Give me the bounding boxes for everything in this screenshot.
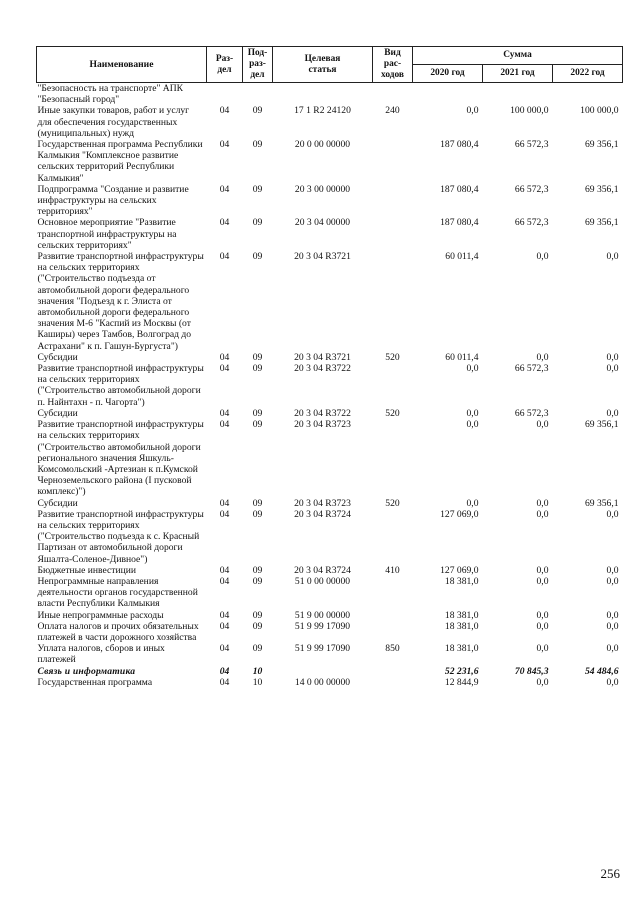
cell-name: Развитие транспортной инфраструктуры на сельских территориях ("Строительство автомобильной дороги п. Найнтахн - п. Чагорта") <box>37 363 204 408</box>
cell-name: Подпрограмма "Создание и развитие инфраструктуры на сельских территориях" <box>37 183 189 218</box>
cell-article: 51 9 99 17090 <box>294 643 351 655</box>
cell-2021: 66 572,3 <box>514 183 549 195</box>
cell-2020: 127 069,0 <box>440 564 479 576</box>
cell-section: 04 <box>219 575 230 587</box>
table-row <box>37 352 623 363</box>
cell-expense-type: 520 <box>385 351 400 363</box>
cell-subsection: 09 <box>252 620 263 632</box>
cell-2021: 66 572,3 <box>514 139 549 151</box>
cell-subsection: 09 <box>252 363 263 375</box>
cell-2020: 0,0 <box>466 497 479 509</box>
cell-subsection: 09 <box>252 183 263 195</box>
cell-2022: 0,0 <box>606 564 619 576</box>
cell-2020: 0,0 <box>466 105 479 117</box>
cell-section: 04 <box>219 105 230 117</box>
cell-2021: 66 572,3 <box>514 217 549 229</box>
cell-subsection: 09 <box>252 217 263 229</box>
cell-2022: 69 356,1 <box>584 497 619 509</box>
cell-2020: 60 011,4 <box>445 251 479 263</box>
cell-2022 <box>553 83 623 106</box>
cell-name: Субсидии <box>37 407 78 419</box>
cell-2020: 60 011,4 <box>445 351 479 363</box>
cell-article: 51 0 00 00000 <box>294 575 351 587</box>
table-row <box>37 621 623 643</box>
table-row <box>37 565 623 576</box>
cell-expense-type <box>373 419 413 497</box>
cell-expense-type <box>373 509 413 565</box>
cell-article: 51 9 00 00000 <box>294 609 351 621</box>
cell-subsection: 09 <box>252 609 263 621</box>
cell-section: 04 <box>219 564 230 576</box>
cell-name: Оплата налогов и прочих обязательных платежей в части дорожного хозяйства <box>37 620 199 643</box>
cell-2021: 0,0 <box>536 643 549 655</box>
cell-2020: 0,0 <box>466 407 479 419</box>
cell-2022: 0,0 <box>606 676 619 688</box>
cell-expense-type <box>373 217 413 251</box>
cell-article: 20 3 04 R3722 <box>294 407 351 419</box>
cell-expense-type <box>373 666 413 677</box>
cell-subsection: 10 <box>252 676 263 688</box>
header-subsection: Под- раз- дел <box>243 47 273 83</box>
cell-2021: 0,0 <box>536 497 549 509</box>
page-number: 256 <box>600 866 620 881</box>
cell-section <box>207 83 243 106</box>
table-row <box>37 217 623 251</box>
cell-name: Связь и информатика <box>37 665 136 677</box>
header-expense-type: Вид рас- ходов <box>373 47 413 83</box>
cell-section: 04 <box>219 139 230 151</box>
cell-expense-type <box>373 610 413 621</box>
cell-2021: 100 000,0 <box>510 105 549 117</box>
header-year-2021: 2021 год <box>483 65 553 83</box>
cell-expense-type: 850 <box>385 643 400 655</box>
cell-2022: 0,0 <box>606 363 619 375</box>
cell-2022: 54 484,6 <box>584 665 619 677</box>
cell-section: 04 <box>219 676 230 688</box>
cell-article: 20 3 04 R3723 <box>294 419 351 431</box>
table-row <box>37 576 623 610</box>
cell-section: 04 <box>219 643 230 655</box>
table-row <box>37 643 623 665</box>
cell-2022: 0,0 <box>606 351 619 363</box>
cell-subsection: 09 <box>252 497 263 509</box>
cell-expense-type <box>373 139 413 184</box>
cell-name: Развитие транспортной инфраструктуры на сельских территориях ("Строительство автомобильной дороги регионального значения Яшкуль-Комсомольский -Артезиан к п.Кумской Черноземельского района (I пусковой комплекс)") <box>37 419 204 498</box>
cell-2021: 66 572,3 <box>514 363 549 375</box>
cell-name: Непрограммные направления деятельности органов государственной власти Республики Калмыкия <box>37 575 198 610</box>
cell-2022: 69 356,1 <box>584 419 619 431</box>
cell-2021: 0,0 <box>536 564 549 576</box>
cell-subsection: 09 <box>252 508 263 520</box>
cell-article: 20 3 04 R3724 <box>294 508 351 520</box>
table-row <box>37 498 623 509</box>
cell-2022: 0,0 <box>606 407 619 419</box>
cell-section: 04 <box>219 351 230 363</box>
cell-expense-type: 520 <box>385 497 400 509</box>
cell-2021: 0,0 <box>536 508 549 520</box>
cell-name: Иные закупки товаров, работ и услуг для обеспечения государственных (муниципальных) нужд <box>37 105 190 139</box>
cell-expense-type <box>373 83 413 106</box>
table-row <box>37 610 623 621</box>
cell-2022: 0,0 <box>606 609 619 621</box>
cell-expense-type <box>373 184 413 218</box>
cell-2022: 100 000,0 <box>580 105 619 117</box>
cell-2020: 187 080,4 <box>440 217 479 229</box>
cell-name: Субсидии <box>37 497 78 509</box>
cell-expense-type <box>373 677 413 688</box>
cell-2022: 0,0 <box>606 575 619 587</box>
cell-subsection: 09 <box>252 643 263 655</box>
cell-2020: 12 844,9 <box>444 676 479 688</box>
table-header <box>37 47 623 83</box>
cell-2020 <box>413 83 483 106</box>
cell-section: 04 <box>219 407 230 419</box>
cell-2022: 69 356,1 <box>584 183 619 195</box>
cell-name: Государственная программа <box>37 676 153 688</box>
header-year-2022: 2022 год <box>553 65 623 83</box>
cell-subsection: 09 <box>252 407 263 419</box>
cell-subsection: 10 <box>252 665 263 677</box>
cell-name: Государственная программа Республики Калмыкия "Комплексное развитие сельских территорий Республики Калмыкия" <box>37 139 203 184</box>
cell-article: 20 3 04 R3721 <box>294 251 351 263</box>
cell-article: 20 3 04 R3721 <box>294 351 351 363</box>
cell-article: 20 3 00 00000 <box>294 183 351 195</box>
cell-expense-type <box>373 251 413 352</box>
cell-subsection: 09 <box>252 564 263 576</box>
cell-expense-type <box>373 363 413 408</box>
header-section: Раз- дел <box>207 47 243 83</box>
cell-name: Развитие транспортной инфраструктуры на сельских территориях ("Строительство подъезда от автомобильной дороги федерального значения "Подъезд к г. Элиста от автомобильной дороги федерального значения М-6 "Каспий из Москвы (от Каширы) через Тамбов, Волгоград до Астрахани" к п. Гашун-Бургуста") <box>37 251 204 352</box>
cell-2021: 70 845,3 <box>514 665 549 677</box>
cell-2021: 0,0 <box>536 575 549 587</box>
cell-subsection: 09 <box>252 351 263 363</box>
table-row <box>37 509 623 565</box>
cell-subsection: 09 <box>252 139 263 151</box>
cell-article: 17 1 R2 24120 <box>294 105 351 117</box>
cell-2021: 0,0 <box>536 620 549 632</box>
cell-article: 20 0 00 00000 <box>294 139 351 151</box>
cell-article: 14 0 00 00000 <box>294 676 351 688</box>
cell-expense-type: 240 <box>385 105 400 117</box>
budget-table <box>36 46 623 688</box>
cell-2020: 52 231,6 <box>444 665 479 677</box>
table-row <box>37 666 623 677</box>
table-row <box>37 105 623 139</box>
cell-section: 04 <box>219 609 230 621</box>
cell-expense-type: 520 <box>385 407 400 419</box>
cell-name: Иные непрограммные расходы <box>37 609 164 621</box>
cell-name: Уплата налогов, сборов и иных платежей <box>37 643 165 666</box>
cell-name: "Безопасность на транспорте" АПК "Безопасный город" <box>37 83 184 106</box>
cell-subsection <box>243 83 273 106</box>
table-body <box>37 83 623 688</box>
table-row <box>37 139 623 184</box>
cell-subsection: 09 <box>252 105 263 117</box>
cell-2022: 69 356,1 <box>584 139 619 151</box>
cell-2021: 0,0 <box>536 351 549 363</box>
cell-2020: 187 080,4 <box>440 139 479 151</box>
cell-section: 04 <box>219 620 230 632</box>
cell-article: 20 3 04 R3724 <box>294 564 351 576</box>
cell-2022: 0,0 <box>606 251 619 263</box>
cell-name: Субсидии <box>37 351 78 363</box>
table-row <box>37 83 623 106</box>
cell-section: 04 <box>219 508 230 520</box>
cell-section: 04 <box>219 419 230 431</box>
table-row <box>37 251 623 352</box>
header-article: Целевая статья <box>273 47 373 83</box>
cell-section: 04 <box>219 217 230 229</box>
table-row <box>37 363 623 408</box>
cell-section: 04 <box>219 251 230 263</box>
cell-subsection: 09 <box>252 419 263 431</box>
cell-2021: 0,0 <box>536 676 549 688</box>
cell-2021: 0,0 <box>536 419 549 431</box>
cell-name: Основное мероприятие "Развитие транспортной инфраструктуры на сельских территориях" <box>37 217 177 251</box>
cell-section: 04 <box>219 363 230 375</box>
cell-2021: 66 572,3 <box>514 407 549 419</box>
cell-2022: 0,0 <box>606 508 619 520</box>
cell-2022: 69 356,1 <box>584 217 619 229</box>
header-year-2020: 2020 год <box>413 65 483 83</box>
table-row <box>37 677 623 688</box>
cell-2020: 0,0 <box>466 363 479 375</box>
cell-2020: 18 381,0 <box>444 643 479 655</box>
cell-article: 20 3 04 00000 <box>294 217 351 229</box>
cell-2020: 18 381,0 <box>444 609 479 621</box>
cell-2020: 187 080,4 <box>440 183 479 195</box>
cell-expense-type <box>373 576 413 610</box>
cell-2022: 0,0 <box>606 620 619 632</box>
cell-2021: 0,0 <box>536 251 549 263</box>
cell-name: Развитие транспортной инфраструктуры на сельских территориях ("Строительство подъезда к с. Красный Партизан от автомобильной дороги Яшалта-Соленое-Дивное") <box>37 508 204 565</box>
header-name: Наименование <box>37 47 207 83</box>
cell-section: 04 <box>219 497 230 509</box>
cell-2020: 127 069,0 <box>440 508 479 520</box>
cell-expense-type <box>373 621 413 643</box>
table-row <box>37 419 623 497</box>
cell-subsection: 09 <box>252 575 263 587</box>
cell-name: Бюджетные инвестиции <box>37 564 136 576</box>
cell-section: 04 <box>219 183 230 195</box>
cell-2020: 18 381,0 <box>444 575 479 587</box>
cell-2021: 0,0 <box>536 609 549 621</box>
cell-expense-type: 410 <box>385 564 400 576</box>
cell-article <box>273 666 373 677</box>
cell-section: 04 <box>219 665 230 677</box>
cell-article <box>273 83 373 106</box>
table-row <box>37 184 623 218</box>
table-row <box>37 408 623 419</box>
cell-2020: 0,0 <box>466 419 479 431</box>
cell-article: 20 3 04 R3723 <box>294 497 351 509</box>
cell-2021 <box>483 83 553 106</box>
cell-2020: 18 381,0 <box>444 620 479 632</box>
header-sum: Сумма <box>413 47 623 65</box>
cell-subsection: 09 <box>252 251 263 263</box>
cell-2022: 0,0 <box>606 643 619 655</box>
cell-article: 20 3 04 R3722 <box>294 363 351 375</box>
cell-article: 51 9 99 17090 <box>294 620 351 632</box>
